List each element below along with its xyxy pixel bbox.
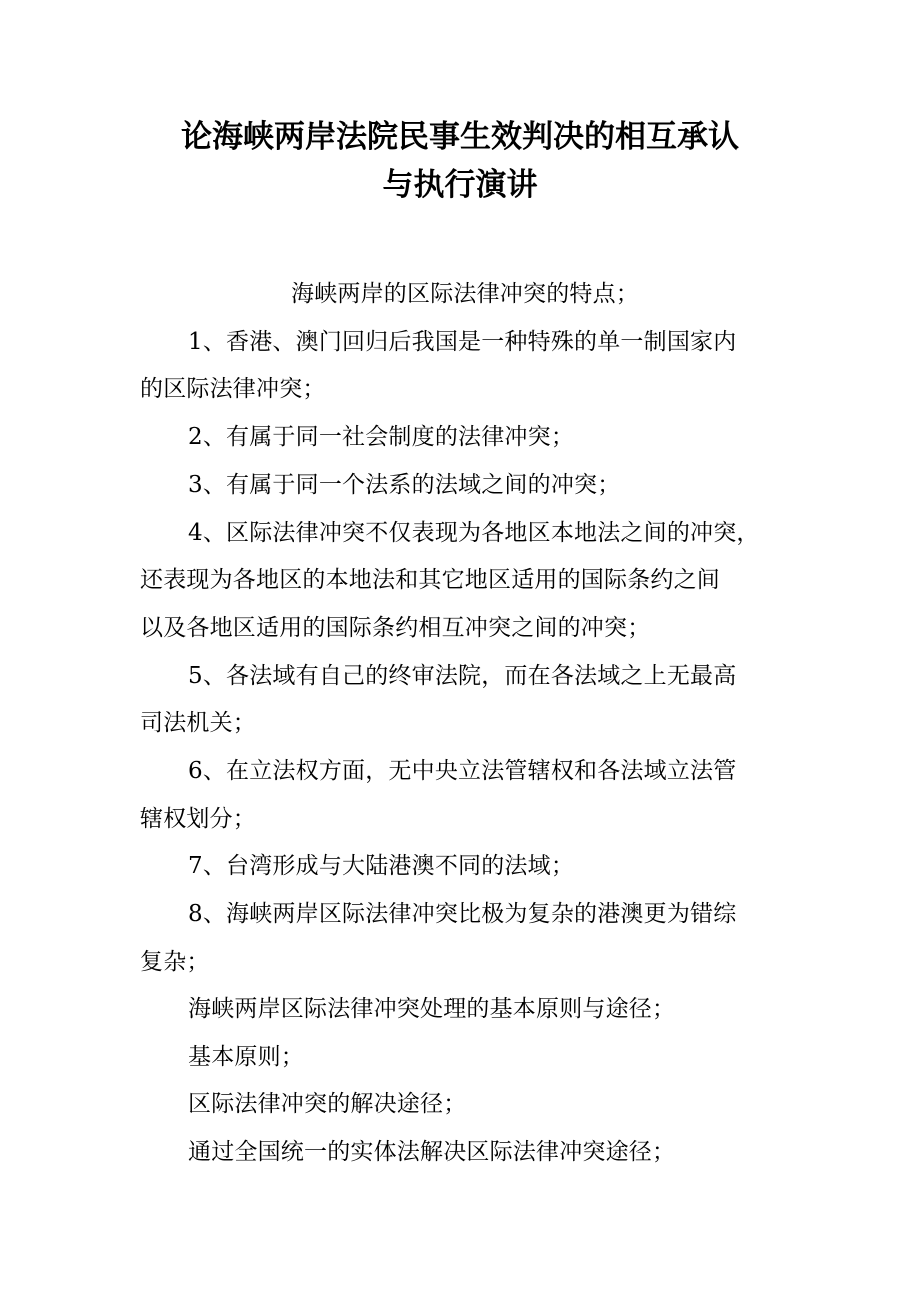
paragraph-line: 辖权划分； — [140, 806, 256, 832]
paragraph-line: 的区际法律冲突； — [140, 376, 326, 402]
paragraph-line: 7、台湾形成与大陆港澳不同的法域； — [188, 853, 575, 879]
paragraph-line: 2、有属于同一社会制度的法律冲突； — [188, 424, 575, 450]
paragraph-line: 以及各地区适用的国际条约相互冲突之间的冲突； — [140, 615, 651, 641]
paragraph-line: 3、有属于同一个法系的法域之间的冲突； — [188, 472, 621, 498]
document-title-line-2: 与执行演讲 — [382, 167, 538, 203]
paragraph-line: 海峡两岸区际法律冲突处理的基本原则与途径； — [188, 996, 676, 1022]
paragraph-line: 6、在立法权方面，无中央立法管辖权和各法域立法管 — [188, 758, 737, 784]
paragraph-line: 还表现为各地区的本地法和其它地区适用的国际条约之间 — [140, 567, 720, 593]
paragraph-line: 复杂； — [140, 949, 210, 975]
paragraph-line: 4、区际法律冲突不仅表现为各地区本地法之间的冲突， — [188, 520, 760, 546]
paragraph-line: 司法机关； — [140, 710, 256, 736]
document-title-line-1: 论海峡两岸法院民事生效判决的相互承认 — [181, 119, 739, 155]
section-heading: 海峡两岸的区际法律冲突的特点； — [291, 281, 639, 307]
paragraph-line: 5、各法域有自己的终审法院，而在各法域之上无最高 — [188, 663, 737, 689]
paragraph-line: 1、香港、澳门回归后我国是一种特殊的单一制国家内 — [188, 329, 737, 355]
paragraph-line: 区际法律冲突的解决途径； — [188, 1091, 467, 1117]
paragraph-line: 基本原则； — [188, 1044, 304, 1070]
paragraph-line: 8、海峡两岸区际法律冲突比极为复杂的港澳更为错综 — [188, 901, 737, 927]
paragraph-line: 通过全国统一的实体法解决区际法律冲突途径； — [188, 1139, 676, 1165]
